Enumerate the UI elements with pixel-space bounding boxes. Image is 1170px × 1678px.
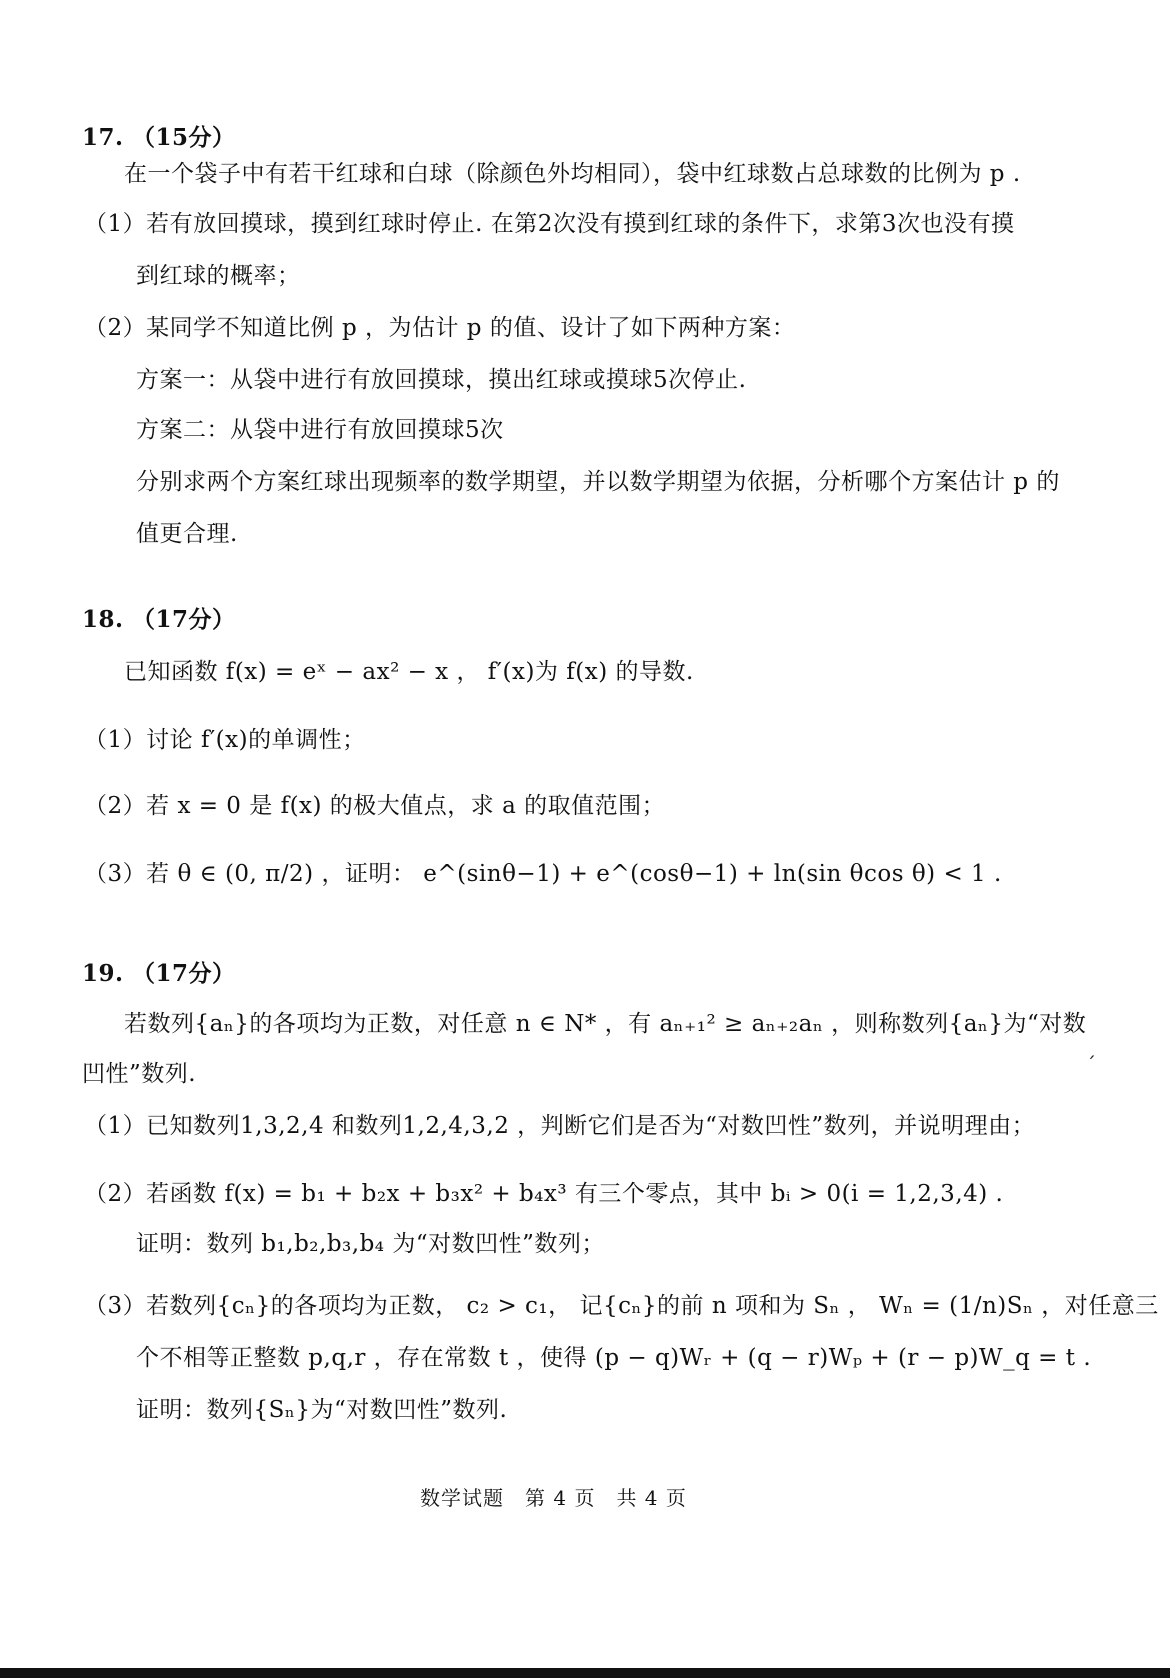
q17-part1-line1: （1）若有放回摸球，摸到红球时停止. 在第2次没有摸到红球的条件下，求第3次也没有摸 <box>84 211 1015 237</box>
q19-part2-proof: 证明：数列 b₁,b₂,b₃,b₄ 为“对数凹性”数列； <box>136 1231 605 1257</box>
stray-mark: ˊ <box>1086 1052 1096 1076</box>
q18-part1: （1）讨论 f′(x)的单调性； <box>84 727 366 753</box>
q18-stem: 已知函数 f(x) = eˣ − ax² − x ， f′(x)为 f(x) 的导数. <box>124 659 694 685</box>
q18-heading: 18. （17分） <box>82 606 236 633</box>
q18-part2: （2）若 x = 0 是 f(x) 的极大值点，求 a 的取值范围； <box>84 793 666 819</box>
q19-stem-line2: 凹性”数列. <box>82 1061 197 1087</box>
q19-part1: （1）已知数列1,3,2,4 和数列1,2,4,3,2 ，判断它们是否为“对数凹性”数列，并说明理由； <box>84 1113 1036 1139</box>
q19-part3-line2: 个不相等正整数 p,q,r ，存在常数 t ，使得 (p − q)Wᵣ + (q − r)Wₚ + (r − p)W_q = t . <box>136 1345 1092 1371</box>
q17-heading: 17. （15分） <box>82 124 236 151</box>
q19-part2: （2）若函数 f(x) = b₁ + b₂x + b₃x² + b₄x³ 有三个零点，其中 bᵢ > 0(i = 1,2,3,4) . <box>84 1181 1004 1207</box>
q17-part2: （2）某同学不知道比例 p ，为估计 p 的值、设计了如下两种方案： <box>84 315 796 341</box>
q19-part3-line1: （3）若数列{cₙ}的各项均为正数， c₂ > c₁， 记{cₙ}的前 n 项和为 Sₙ ， Wₙ = (1/n)Sₙ ，对任意三 <box>84 1293 1159 1319</box>
q17-ask-line1: 分别求两个方案红球出现频率的数学期望，并以数学期望为依据，分析哪个方案估计 p 的 <box>136 469 1060 495</box>
q19-heading: 19. （17分） <box>82 960 236 987</box>
q17-plan1: 方案一：从袋中进行有放回摸球，摸出红球或摸球5次停止. <box>136 367 747 393</box>
q19-part3-proof: 证明：数列{Sₙ}为“对数凹性”数列. <box>136 1397 508 1423</box>
q17-ask-line2: 值更合理. <box>136 521 238 547</box>
q17-part1-line2: 到红球的概率； <box>136 263 301 289</box>
bottom-border <box>0 1668 1170 1678</box>
q19-stem-line1: 若数列{aₙ}的各项均为正数，对任意 n ∈ N* ，有 aₙ₊₁² ≥ aₙ₊₂aₙ ，则称数列{aₙ}为“对数 <box>124 1011 1087 1037</box>
q17-plan2: 方案二：从袋中进行有放回摸球5次 <box>136 417 504 443</box>
page-footer: 数学试题 第 4 页 共 4 页 <box>420 1486 687 1510</box>
q17-stem: 在一个袋子中有若干红球和白球（除颜色外均相同），袋中红球数占总球数的比例为 p . <box>124 161 1021 187</box>
q18-part3: （3）若 θ ∈ (0, π/2) ，证明： e^(sinθ−1) + e^(cosθ−1) + ln(sin θcos θ) < 1 . <box>84 861 1002 887</box>
